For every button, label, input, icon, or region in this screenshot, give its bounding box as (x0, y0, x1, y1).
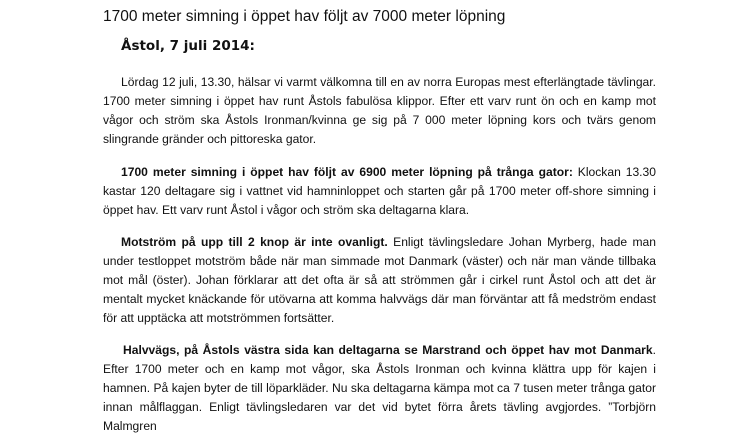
paragraph-body: Lördag 12 juli, 13.30, hälsar vi varmt välkomna till en av norra Europas mest efterlängtade tävlingar. 1700 meter simning i öppet hav runt Åstols fabulösa klippor. Efter ett varv runt ön och en kamp mot vågor och ström ska Åstols Ironman/kvinna ge sig på 7 000 meter löpning kors och tvärs genom slingrande gränder och pittoreska gator. (103, 75, 656, 146)
paragraph-current (103, 233, 656, 328)
paragraph-body: Enligt tävlingsledare Johan Myrberg, hade man under testloppet motström både när man simmade mot Danmark (väster) och när man vände tillbaka mot mål (öster). Johan förklarar att det ofta är så att strömmen går i cirkel runt Åstol och att det är mentalt mycket knäckande för utövarna att komma halvvägs där man förväntar att få medström endast för att upptäcka att motströmmen fortsätter. (103, 235, 656, 325)
paragraph-body: Klockan 13.30 kastar 120 deltagare sig i vattnet vid hamninloppet och starten går på 1700 meter off-shore simning i öppet hav. Ett varv runt Åstol i vågor och ström ska deltagarna klara. (103, 165, 656, 217)
paragraph-halfway (103, 341, 656, 436)
paragraph-lead: Halvvägs, på Åstols västra sida kan deltagarna se Marstrand och öppet hav mot Danmark (123, 343, 653, 357)
paragraph-body: . Efter 1700 meter och en kamp mot vågor, ska Åstols Ironman och kvinna klättra upp för kajen i hamnen. På kajen byter de till löparkläder. Nu ska deltagarna kämpa mot ca 7 tusen meter trånga gator innan målflaggan. Enligt tävlingsledaren var det vid bytet förra årets tävling avgjordes. ”Torbjörn Malmgren (103, 343, 656, 433)
document-title: 1700 meter simning i öppet hav följt av 7000 meter löpning (103, 8, 506, 25)
paragraph-swim-run (103, 163, 656, 220)
dateline: Åstol, 7 juli 2014: (121, 38, 255, 54)
paragraph-intro (103, 73, 656, 149)
paragraph-lead: Motström på upp till 2 knop är inte ovanligt. (121, 235, 388, 249)
paragraph-lead: 1700 meter simning i öppet hav följt av 6900 meter löpning på trånga gator: (121, 165, 573, 179)
